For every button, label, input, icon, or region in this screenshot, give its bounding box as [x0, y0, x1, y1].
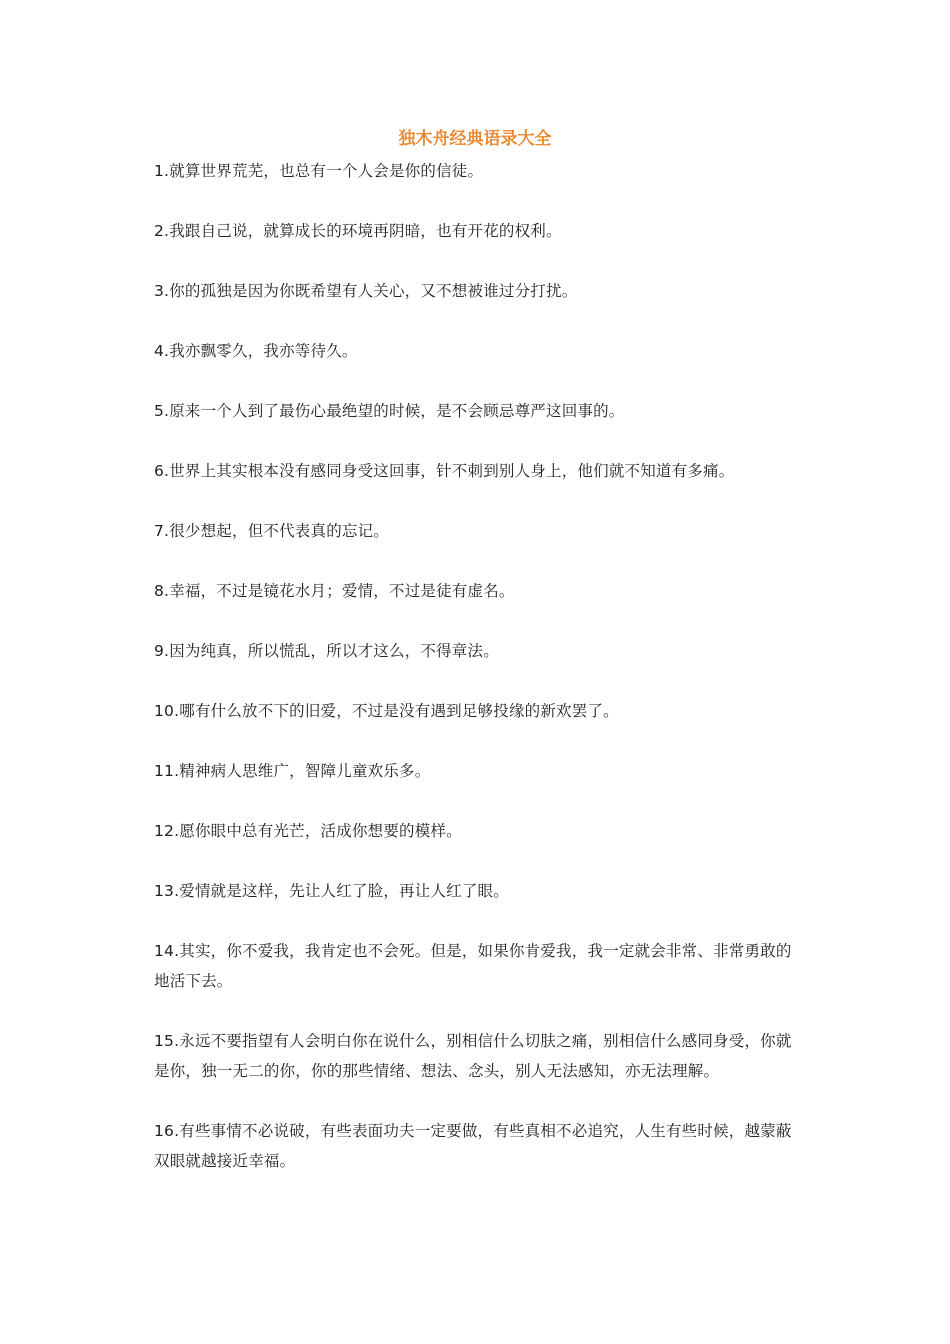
- quote-item: 11.精神病人思维广，智障儿童欢乐多。: [154, 762, 431, 780]
- quote-item: 6.世界上其实根本没有感同身受这回事，针不刺到别人身上，他们就不知道有多痛。: [154, 462, 735, 480]
- quote-item: 12.愿你眼中总有光芒，活成你想要的模样。: [154, 822, 462, 840]
- quote-item: 16.有些事情不必说破，有些表面功夫一定要做，有些真相不必追究，人生有些时候，越蒙蔽双眼就越接近幸福。: [154, 1122, 792, 1170]
- document-title: 独木舟经典语录大全: [398, 129, 552, 149]
- quote-item: 3.你的孤独是因为你既希望有人关心，又不想被谁过分打扰。: [154, 282, 578, 300]
- quote-item: 15.永远不要指望有人会明白你在说什么，别相信什么切肤之痛，别相信什么感同身受，你就是你，独一无二的你，你的那些情绪、想法、念头，别人无法感知，亦无法理解。: [154, 1032, 792, 1080]
- quote-item: 7.很少想起，但不代表真的忘记。: [154, 522, 389, 540]
- quote-list: [154, 156, 804, 1206]
- quote-item: 1.就算世界荒芜，也总有一个人会是你的信徒。: [154, 162, 484, 180]
- quote-item: 9.因为纯真，所以慌乱，所以才这么，不得章法。: [154, 642, 499, 660]
- quote-item: 14.其实，你不爱我，我肯定也不会死。但是，如果你肯爱我，我一定就会非常、非常勇敢的地活下去。: [154, 942, 792, 990]
- quote-item: 5.原来一个人到了最伤心最绝望的时候，是不会顾忌尊严这回事的。: [154, 402, 625, 420]
- quote-item: 10.哪有什么放不下的旧爱，不过是没有遇到足够投缘的新欢罢了。: [154, 702, 619, 720]
- quote-item: 8.幸福，不过是镜花水月；爱情，不过是徒有虚名。: [154, 582, 515, 600]
- quote-item: 13.爱情就是这样，先让人红了脸，再让人红了眼。: [154, 882, 509, 900]
- quote-item: 4.我亦飘零久，我亦等待久。: [154, 342, 358, 360]
- quote-item: 2.我跟自己说，就算成长的环境再阴暗，也有开花的权利。: [154, 222, 562, 240]
